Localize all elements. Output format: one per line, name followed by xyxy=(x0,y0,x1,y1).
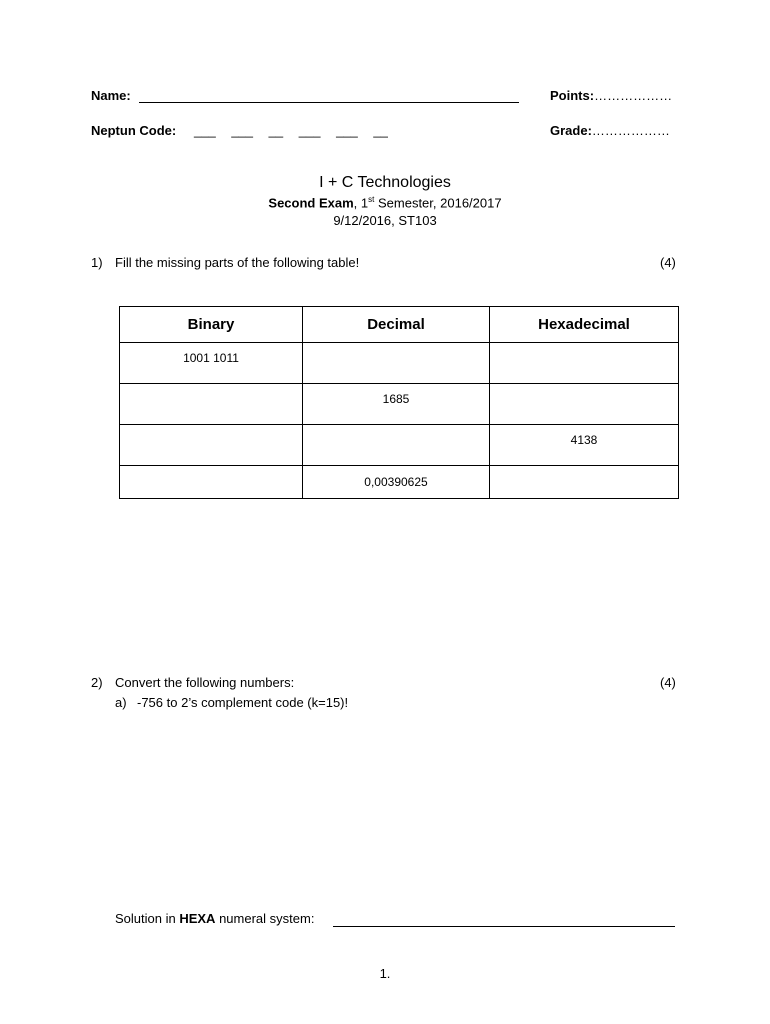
neptun-blank: ___ xyxy=(231,123,254,138)
conversion-table xyxy=(119,306,679,499)
table-cell[interactable] xyxy=(490,384,679,425)
exam-date-room: 9/12/2016, ST103 xyxy=(333,213,437,228)
table-row xyxy=(120,425,679,466)
points-label: Points: xyxy=(550,88,595,103)
q2-text: Convert the following numbers: xyxy=(115,675,295,690)
table-cell[interactable]: 1685 xyxy=(303,384,490,425)
neptun-blank: ___ xyxy=(194,123,216,138)
solution-label-hexa: HEXA xyxy=(179,911,216,926)
header-binary: Binary xyxy=(120,307,303,343)
table-cell[interactable]: 4138 xyxy=(490,425,679,466)
table-cell[interactable] xyxy=(490,343,679,384)
q1-number: 1) xyxy=(91,255,103,270)
q2a-label: a) xyxy=(115,695,127,710)
table-cell[interactable] xyxy=(120,466,303,499)
q2-number: 2) xyxy=(91,675,103,690)
neptun-blank: __ xyxy=(373,123,388,138)
exam-name: Second Exam xyxy=(268,195,354,211)
table-row xyxy=(120,384,679,425)
neptun-blank: ___ xyxy=(336,123,358,138)
solution-line xyxy=(115,911,314,926)
header-decimal: Decimal xyxy=(303,307,490,343)
q1-points: (4) xyxy=(660,255,676,270)
grade-field xyxy=(550,123,670,138)
table-cell[interactable] xyxy=(120,384,303,425)
neptun-code-blanks[interactable] xyxy=(194,123,388,138)
neptun-blank: __ xyxy=(268,123,284,138)
exam-semester-post: Semester, 2016/2017 xyxy=(374,195,502,211)
neptun-blank: ___ xyxy=(298,123,321,138)
solution-blank-line[interactable] xyxy=(333,926,675,927)
table-header-row xyxy=(120,307,679,343)
table-cell[interactable] xyxy=(490,466,679,499)
exam-semester-pre: , 1 xyxy=(353,195,369,211)
table-cell[interactable]: 1001 1011 xyxy=(120,343,303,384)
course-title: I + C Technologies xyxy=(319,174,451,191)
points-field xyxy=(550,88,672,103)
q2a-text: -756 to 2’s complement code (k=15)! xyxy=(137,695,349,710)
table-cell[interactable]: 0,00390625 xyxy=(303,466,490,499)
table-row xyxy=(120,466,679,499)
table-cell[interactable] xyxy=(303,425,490,466)
table-cell[interactable] xyxy=(303,343,490,384)
solution-label-post: numeral system: xyxy=(215,911,315,926)
grade-dots: ……………… xyxy=(591,123,670,138)
solution-label-pre: Solution in xyxy=(115,911,180,926)
name-blank-line[interactable] xyxy=(139,102,519,103)
q1-text: Fill the missing parts of the following table! xyxy=(115,255,360,270)
name-label: Name: xyxy=(91,88,131,103)
exam-subtitle xyxy=(0,195,770,210)
points-dots: ……………… xyxy=(594,88,673,103)
page-number: 1. xyxy=(379,966,391,981)
exam-semester-sup: st xyxy=(368,195,375,204)
table-row xyxy=(120,343,679,384)
q2-points: (4) xyxy=(660,675,676,690)
neptun-label: Neptun Code: xyxy=(91,123,177,138)
table-cell[interactable] xyxy=(120,425,303,466)
header-hexadecimal: Hexadecimal xyxy=(490,307,679,343)
grade-label: Grade: xyxy=(550,123,592,138)
